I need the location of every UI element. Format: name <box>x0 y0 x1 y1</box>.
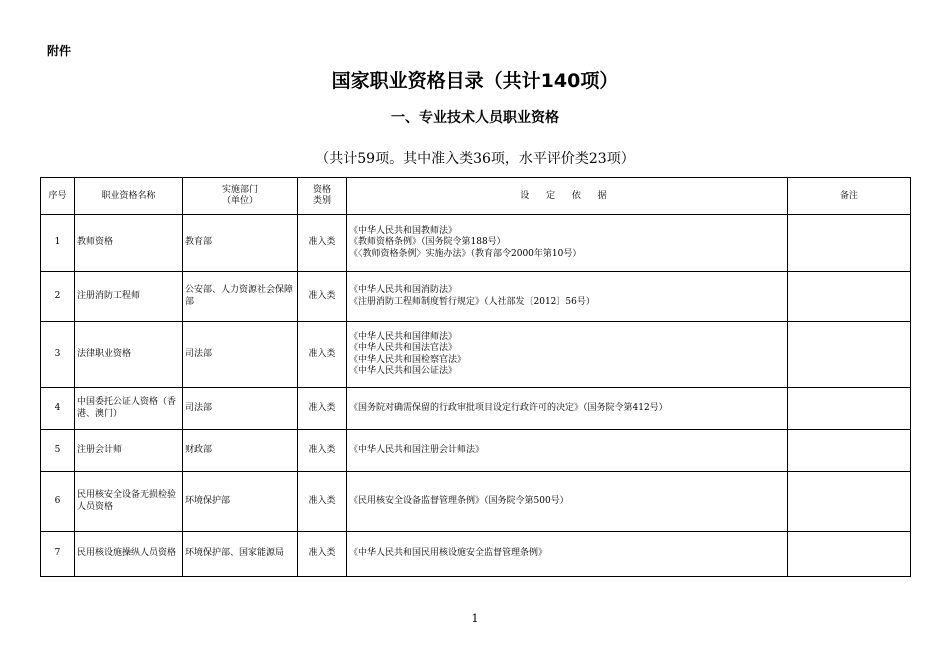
cell-remark <box>788 272 911 322</box>
header-type: 资格 类别 <box>298 178 347 215</box>
cell-basis <box>347 322 788 388</box>
basis-line: 《中华人民共和国检察官法》 <box>349 354 467 365</box>
cell-basis <box>347 430 788 472</box>
basis-line: 《〈教师资格条例〉实施办法》（教育部令2000年第10号） <box>349 248 582 259</box>
cell-type: 准入类 <box>298 472 347 532</box>
cell-dept: 环境保护部、国家能源局 <box>183 532 298 577</box>
table-row <box>41 430 911 472</box>
basis-line: 《中华人民共和国民用核设施安全监督管理条例》 <box>349 548 548 559</box>
cell-dept: 公安部、人力资源社会保障部 <box>183 272 298 322</box>
cell-dept: 财政部 <box>183 430 298 472</box>
cell-type: 准入类 <box>298 322 347 388</box>
cell-type: 准入类 <box>298 388 347 430</box>
header-no: 序号 <box>41 178 75 215</box>
cell-basis <box>347 472 788 532</box>
cell-name: 教师资格 <box>75 215 183 272</box>
cell-basis <box>347 388 788 430</box>
basis-line: 《教师资格条例》（国务院令第188号） <box>349 237 506 248</box>
cell-name: 注册会计师 <box>75 430 183 472</box>
header-name: 职业资格名称 <box>75 178 183 215</box>
cell-name: 法律职业资格 <box>75 322 183 388</box>
cell-dept: 司法部 <box>183 388 298 430</box>
section-summary: （共计59项。其中准入类36项，水平评价类23项） <box>315 151 635 167</box>
header-dept: 实施部门 （单位） <box>183 178 298 215</box>
attachment-label: 附件 <box>47 44 72 58</box>
qualification-table <box>40 177 911 577</box>
cell-type: 准入类 <box>298 430 347 472</box>
section-title: 一、专业技术人员职业资格 <box>391 110 559 126</box>
cell-dept: 环境保护部 <box>183 472 298 532</box>
document-title: 国家职业资格目录（共计140项） <box>331 70 619 92</box>
basis-line: 《中华人民共和国教师法》 <box>349 225 458 236</box>
table-row <box>41 215 911 272</box>
cell-basis <box>347 215 788 272</box>
cell-dept: 司法部 <box>183 322 298 388</box>
cell-no: 6 <box>41 472 75 532</box>
cell-name: 民用核设施操纵人员资格 <box>75 532 183 577</box>
page-number: 1 <box>471 612 479 625</box>
cell-no: 1 <box>41 215 75 272</box>
cell-remark <box>788 322 911 388</box>
cell-no: 3 <box>41 322 75 388</box>
table-row <box>41 472 911 532</box>
cell-no: 5 <box>41 430 75 472</box>
basis-line: 《中华人民共和国律师法》 <box>349 331 458 342</box>
header-basis: 设 定 依 据 <box>347 178 788 215</box>
table-header-row <box>41 178 911 215</box>
basis-line: 《中华人民共和国公证法》 <box>349 366 458 376</box>
header-remark: 备注 <box>788 178 911 215</box>
cell-name: 民用核安全设备无损检验人员资格 <box>75 472 183 532</box>
table-row <box>41 272 911 322</box>
cell-remark <box>788 532 911 577</box>
cell-type: 准入类 <box>298 215 347 272</box>
cell-remark <box>788 472 911 532</box>
cell-no: 4 <box>41 388 75 430</box>
cell-basis <box>347 272 788 322</box>
cell-no: 2 <box>41 272 75 322</box>
basis-line: 《注册消防工程师制度暂行规定》（人社部发〔2012〕56号） <box>349 296 595 307</box>
cell-remark <box>788 430 911 472</box>
basis-line: 《国务院对确需保留的行政审批项目设定行政许可的决定》（国务院令第412号） <box>349 402 668 413</box>
basis-line: 《中华人民共和国消防法》 <box>349 285 458 295</box>
cell-remark <box>788 215 911 272</box>
cell-name: 中国委托公证人资格（香港、澳门） <box>75 388 183 430</box>
cell-remark <box>788 388 911 430</box>
basis-line: 《中华人民共和国法官法》 <box>349 343 458 353</box>
table-row <box>41 532 911 577</box>
basis-line: 《民用核安全设备监督管理条例》（国务院令第500号） <box>349 495 569 506</box>
cell-name: 注册消防工程师 <box>75 272 183 322</box>
cell-basis <box>347 532 788 577</box>
basis-line: 《中华人民共和国注册会计师法》 <box>349 444 485 455</box>
table-row <box>41 322 911 388</box>
cell-dept: 教育部 <box>183 215 298 272</box>
cell-type: 准入类 <box>298 532 347 577</box>
table-row <box>41 388 911 430</box>
cell-no: 7 <box>41 532 75 577</box>
cell-type: 准入类 <box>298 272 347 322</box>
